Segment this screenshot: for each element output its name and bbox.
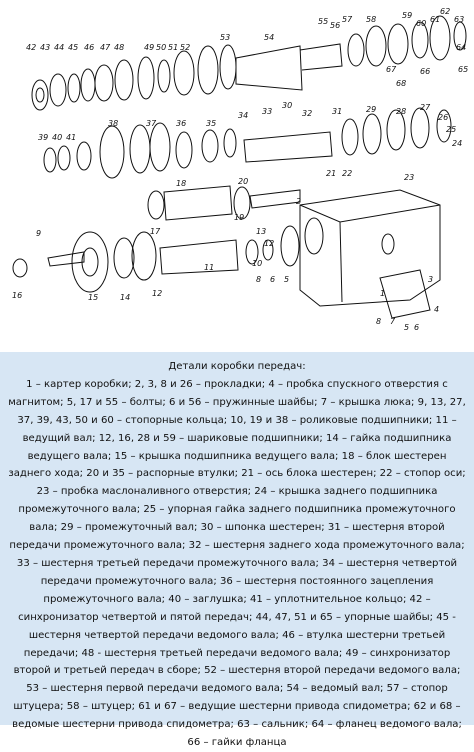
label-43: 43 (40, 43, 51, 52)
label-48: 48 (114, 43, 125, 52)
label-37: 37 (146, 119, 157, 128)
label-20: 20 (238, 177, 249, 186)
label-25: 25 (446, 125, 457, 134)
parts-legend (0, 352, 474, 749)
label-1: 1 (380, 289, 386, 298)
label-61: 61 (430, 15, 441, 24)
label-45: 45 (68, 43, 79, 52)
label-68: 68 (396, 79, 407, 88)
label-31: 31 (332, 107, 343, 116)
label-3: 3 (428, 275, 434, 284)
label-15: 15 (88, 293, 99, 302)
label-38: 38 (108, 119, 119, 128)
label-60: 60 (416, 19, 427, 28)
label-13: 13 (256, 227, 267, 236)
label-6b: 6 (414, 323, 420, 332)
label-39: 39 (38, 133, 49, 142)
driven-shaft-assembly (32, 16, 469, 110)
label-63: 63 (454, 15, 465, 24)
label-14: 14 (120, 293, 131, 302)
label-55: 55 (318, 17, 329, 26)
label-46: 46 (84, 43, 95, 52)
label-36: 36 (176, 119, 187, 128)
gearbox-housing (300, 190, 440, 318)
label-28: 28 (396, 107, 407, 116)
label-67: 67 (386, 65, 397, 74)
label-44: 44 (54, 43, 65, 52)
label-21: 21 (326, 169, 337, 178)
label-2: 2 (296, 197, 302, 206)
label-35: 35 (206, 119, 217, 128)
label-16: 16 (12, 291, 23, 300)
label-53: 53 (220, 33, 231, 42)
label-59: 59 (402, 11, 413, 20)
label-7: 7 (390, 317, 396, 326)
label-34: 34 (238, 111, 249, 120)
label-32: 32 (302, 109, 313, 118)
label-51: 51 (168, 43, 179, 52)
label-8b: 8 (376, 317, 382, 326)
label-52: 52 (180, 43, 191, 52)
label-12: 12 (264, 239, 275, 248)
gearbox-exploded-diagram (0, 0, 474, 352)
label-17: 17 (150, 227, 161, 236)
label-11: 11 (204, 263, 215, 272)
label-41: 41 (66, 133, 77, 142)
label-62: 62 (440, 7, 451, 16)
label-18: 18 (176, 179, 187, 188)
label-24: 24 (452, 139, 463, 148)
label-54: 54 (264, 33, 275, 42)
label-30: 30 (282, 101, 293, 110)
label-19: 19 (234, 213, 245, 222)
label-5b: 5 (404, 323, 410, 332)
label-26: 26 (438, 113, 449, 122)
label-10: 10 (252, 259, 263, 268)
legend-text: 1 – картер коробки; 2, 3, 8 и 26 – прокладки; 4 – пробка спускного отверстия с магнитом; 5, 17 и 55 – болты; 6 и 56 – пружинные шайбы; 7 – крышка люка; 9, 13, 27, 37, 39, 43, 50 и 60 – стопорные кольца; 10, 19 и 38 – роликовые подшипники; 11 – ведущий вал; 12, 16, 28 и 59 – шариковые подшипники; 14 – гайка подшипника ведущего вала; 15 – крышка подшипника ведущего вала; 18 – блок шестерен заднего хода; 20 и 35 – распорные втулки; 21 – ось блока шестерен; 22 – стопор оси; 23 – пробка маслоналивного отверстия; 24 – крышка заднего подшипника промежуточного вала; 25 – упорная гайка заднего подшипника промежуточного вала; 29 – промежуточный вал; 30 – шпонка шестерен; 31 – шестерня второй передачи промежуточного вала; 32 – шестерня заднего хода промежуточного вала; 33 – шестерня третьей передачи промежуточного вала; 34 – шестерня четвертой передачи промежуточного вала; 36 – шестерня постоянного зацепления промежуточного вала; 40 – заглушка; 41 – уплотнительное кольцо; 42 – синхронизатор четвертой и пятой передач; 44, 47, 51 и 65 – упорные шайбы; 45 - шестерня четвертой передачи ведомого вала; 46 – втулка шестерни третьей передачи; 48 - шестерня третьей передачи ведомого вала; 49 – синхронизатор второй и третьей передач в сборе; 52 – шестерня второй передачи ведомого вала; 53 – шестерня первой передачи ведомого вала; 54 – ведомый вал; 57 – стопор штуцера; 58 – штуцер; 61 и 67 – ведущие шестерни привода спидометра; 62 и 68 – ведомые шестерни привода спидометра; 63 – сальник; 64 – фланец ведомого вала; 66 – гайки фланца (8, 378, 466, 749)
reverse-gear-block (148, 186, 300, 220)
label-4: 4 (434, 305, 440, 314)
label-57: 57 (342, 15, 353, 24)
label-9: 9 (36, 229, 42, 238)
label-58: 58 (366, 15, 377, 24)
label-27: 27 (420, 103, 431, 112)
legend-title: Детали коробки передач: (168, 361, 306, 372)
label-12b: 12 (152, 289, 163, 298)
diagram-drawing (0, 0, 474, 352)
label-8: 8 (256, 275, 262, 284)
label-64: 64 (456, 43, 467, 52)
label-40: 40 (52, 133, 63, 142)
label-5: 5 (284, 275, 290, 284)
label-47: 47 (100, 43, 111, 52)
label-65: 65 (458, 65, 469, 74)
label-29: 29 (366, 105, 377, 114)
label-42: 42 (26, 43, 37, 52)
label-22: 22 (342, 169, 353, 178)
label-33: 33 (262, 107, 273, 116)
label-49: 49 (144, 43, 155, 52)
label-23: 23 (404, 173, 415, 182)
label-66: 66 (420, 67, 431, 76)
label-6: 6 (270, 275, 276, 284)
label-56: 56 (330, 21, 341, 30)
label-50: 50 (156, 43, 167, 52)
